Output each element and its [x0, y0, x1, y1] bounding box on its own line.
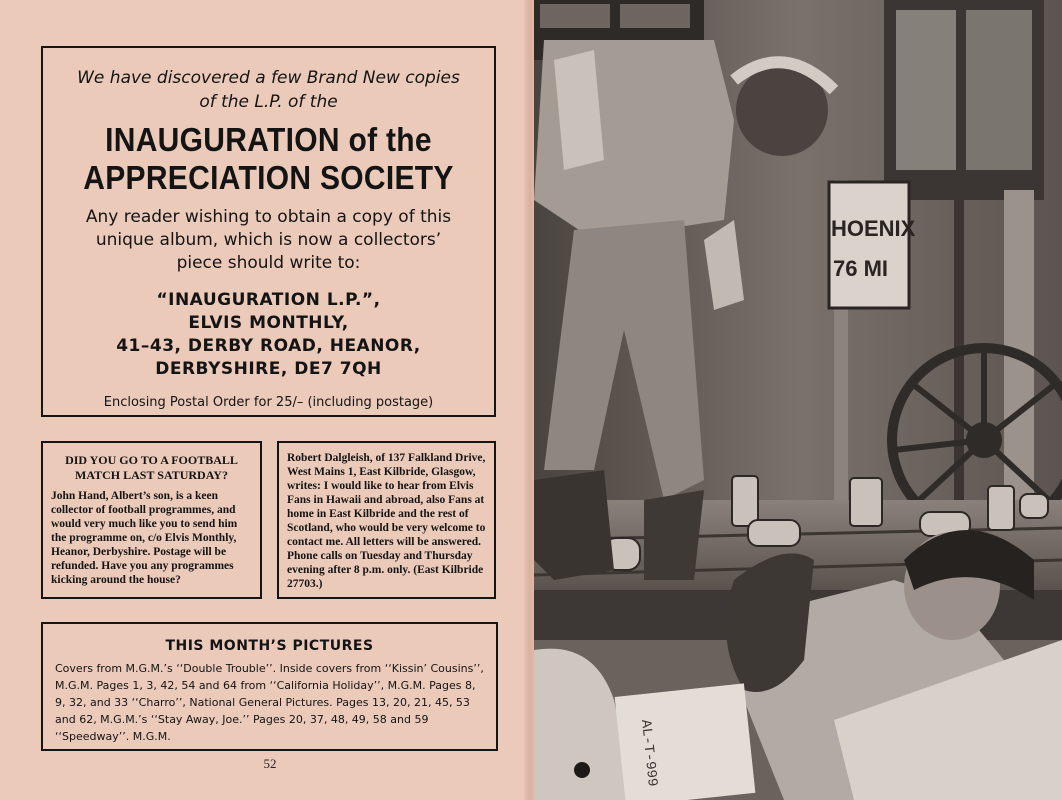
advert-footer: Enclosing Postal Order for 25/– (including postage) [103, 395, 434, 410]
advert-title-line-2: APPRECIATION SOCIETY [83, 160, 454, 197]
pictures-credits-box [41, 622, 498, 751]
photo-illustration [534, 0, 1062, 800]
pen-pal-notice-box [277, 441, 496, 599]
address-line-4: DERBYSHIRE, DE7 7QH [155, 359, 382, 379]
phoenix-sign [829, 182, 916, 308]
football-heading: DID YOU GO TO A FOOTBALL MATCH LAST SATURDAY? [65, 453, 238, 482]
football-text: John Hand, Albert’s son, is a keen collector of football programmes, and would very much like you to send him the programme on, c/o Elvis Monthly, Heanor, Derbyshire. Postage will be refunded. Have you any programmes kicking around the house? [51, 490, 238, 586]
clapper-text: AL-T-999 [637, 718, 660, 788]
pen-pal-text: Robert Dalgleish, of 137 Falkland Drive, West Mains 1, East Kilbride, Glasgow, writes: I would like to hear from Elvis Fans in Hawaii and abroad, also Fans at home in East Kilbride and the rest of Scotland, who would be very welcome to contact me. All letters will be answered. Phone calls on Tuesday and Thursday evening after 8 p.m. only. (East Kilbride 27703.) [287, 452, 486, 590]
sign-line-1: HOENIX [831, 216, 916, 241]
advert-title [53, 122, 484, 198]
film-still-photo [534, 0, 1062, 800]
sign-line-2: 76 MI [833, 256, 889, 281]
clapperboard [615, 683, 756, 800]
page-number: 52 [263, 756, 277, 771]
football-notice-box [41, 441, 262, 599]
advert-intro: We have discovered a few Brand New copies of the L.P. of the [77, 68, 460, 112]
pictures-title: THIS MONTH’S PICTURES [165, 638, 374, 654]
advert-title-line-1: INAUGURATION of the [105, 121, 432, 159]
album-advert-box [41, 46, 496, 417]
advert-body: Any reader wishing to obtain a copy of this unique album, which is now a collectors’ piece should write to: [85, 207, 452, 273]
advert-address [63, 289, 474, 381]
pictures-text: Covers from M.G.M.’s ‘‘Double Trouble’’. Inside covers from ‘‘Kissin’ Cousins’’, M.G.M. Pages 1, 3, 42, 54 and 64 from ‘‘California Holiday’’, M.G.M. Pages 8, 9, 32, and 33 ‘‘Charro’’, National General Pictures. Pages 13, 20, 21, 45, 53 and 62, M.G.M.’s ‘‘Stay Away, Joe.’’ Pages 20, 37, 48, 49, 58 and 59 ‘‘Speedway’’. M.G.M. [55, 662, 484, 743]
address-line-1: “INAUGURATION L.P.”, [156, 290, 381, 310]
address-line-2: ELVIS MONTHLY, [188, 313, 349, 333]
address-line-3: 41–43, DERBY ROAD, HEANOR, [116, 336, 421, 356]
